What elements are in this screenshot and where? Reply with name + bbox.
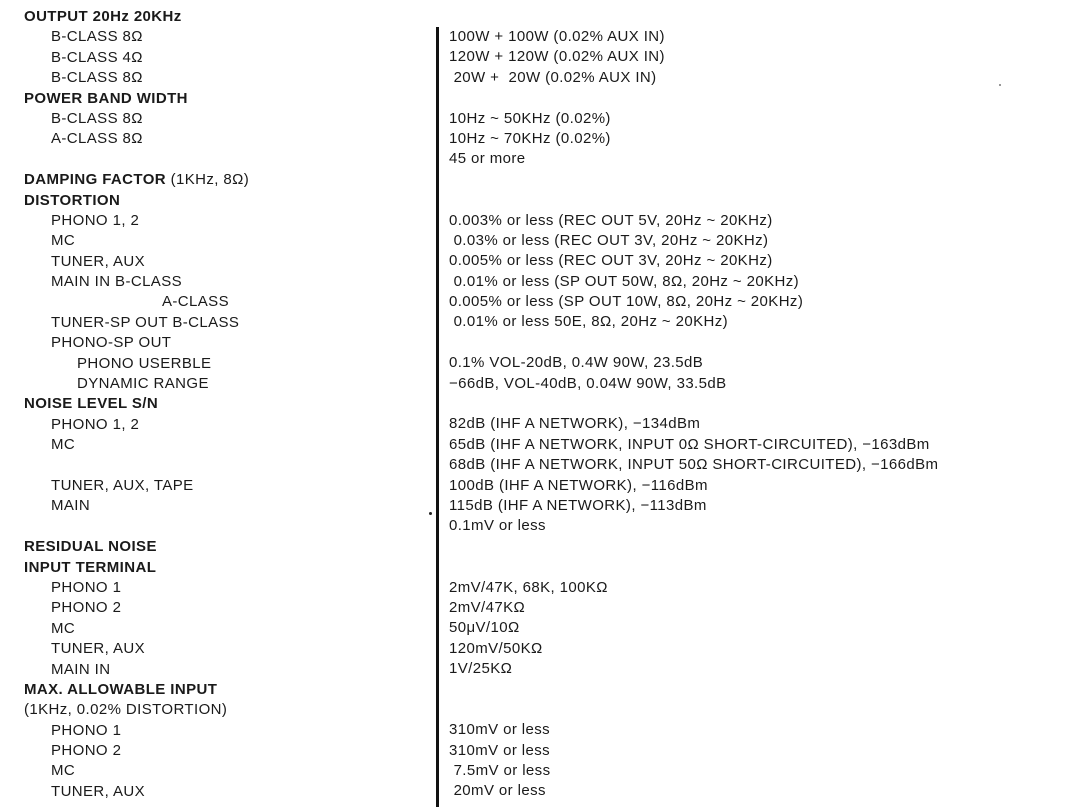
spec-label-text: TUNER-SP OUT B-CLASS [51,313,240,331]
spec-label-text: MC [51,762,76,780]
spec-label-text: B-CLASS 8Ω [51,109,143,127]
spec-label [24,313,424,333]
spec-label-text: PHONO USERBLE [77,354,212,372]
spec-value: 120W + 120W (0.02% AUX IN) [449,48,665,66]
spec-label [24,27,424,47]
spec-label-text: DYNAMIC RANGE [77,375,209,393]
spec-label-text: MAIN IN [51,660,111,678]
spec-value: 65dB (IHF A NETWORK, INPUT 0Ω SHORT-CIRCUITED), −163dBm [449,435,930,453]
spec-label [24,496,424,516]
spec-label [24,272,424,292]
spec-label [24,109,424,129]
spec-label [24,231,424,251]
spec-value: 100dB (IHF A NETWORK), −116dBm [449,476,708,494]
spec-label-text: NOISE LEVEL S/N [24,395,159,413]
spec-section-heading [24,170,424,190]
spacer-row [449,680,1079,700]
spec-values-column [449,27,1079,802]
spec-label [24,578,424,598]
spec-label [24,598,424,618]
spec-section-heading [24,558,424,578]
spec-section-heading [24,680,424,700]
spacer-row [449,537,1079,557]
spec-label-text: TUNER, AUX [51,640,146,658]
spec-label-note: (1KHz, 8Ω) [166,171,250,189]
spacer-row [24,456,424,476]
spacer-row [449,700,1079,720]
spec-label-text: DISTORTION [24,191,121,209]
spec-value: 82dB (IHF A NETWORK), −134dBm [449,415,701,433]
spec-value: 20mV or less [449,782,546,800]
spec-value: 0.03% or less (REC OUT 3V, 20Hz ~ 20KHz) [449,231,769,249]
spec-label-text: OUTPUT 20Hz 20KHz [24,8,182,25]
spec-label [24,721,424,741]
spec-label [24,48,424,68]
spec-value: 0.003% or less (REC OUT 5V, 20Hz ~ 20KHz) [449,211,773,229]
spec-label-text: DAMPING FACTOR [24,171,166,189]
spec-label-text: MAIN [51,497,91,515]
spacer-row [449,190,1079,210]
spec-label [24,435,424,455]
spec-label-text: POWER BAND WIDTH [24,89,188,107]
spec-label [24,782,424,802]
column-divider [436,27,439,807]
spacer-row [24,517,424,537]
spec-label [24,292,424,312]
spec-section-heading [24,191,424,211]
spec-value: 50μV/10Ω [449,619,520,637]
spec-label-text: A-CLASS 8Ω [51,130,143,148]
spec-value: 2mV/47K, 68K, 100KΩ [449,578,608,596]
spec-label-text: MAIN IN B-CLASS [51,273,183,291]
spec-value: 100W + 100W (0.02% AUX IN) [449,28,665,45]
spec-label [24,761,424,781]
spec-value: 120mV/50KΩ [449,639,543,657]
spec-label-text: TUNER, AUX, TAPE [51,476,194,494]
spec-label [24,252,424,272]
spec-value: 0.005% or less (SP OUT 10W, 8Ω, 20Hz ~ 20KHz) [449,293,804,311]
spec-value: 0.005% or less (REC OUT 3V, 20Hz ~ 20KHz) [449,252,773,270]
spec-label [24,660,424,680]
spec-label-text: PHONO 1 [51,578,122,596]
spec-label-text: TUNER, AUX [51,782,146,800]
spec-value: 310mV or less [449,741,551,759]
spec-value: 115dB (IHF A NETWORK), −113dBm [449,496,707,514]
spec-label [24,619,424,639]
spec-label-text: PHONO 1, 2 [51,211,140,229]
spec-label-text: PHONO-SP OUT [51,334,172,352]
spec-value: 10Hz ~ 70KHz (0.02%) [449,129,611,147]
spec-label [24,68,424,88]
spacer-row [449,333,1079,353]
spec-label-text: TUNER, AUX [51,252,146,270]
spec-label-text: A-CLASS [162,293,229,311]
spec-value: 7.5mV or less [449,762,551,780]
spec-label [24,700,424,720]
spec-label [24,476,424,496]
spec-value: 0.01% or less (SP OUT 50W, 8Ω, 20Hz ~ 20KHz) [449,272,800,290]
spacer-row [449,557,1079,577]
spec-value: 0.1mV or less [449,517,546,535]
spacer-row [449,394,1079,414]
spec-label-text: B-CLASS 8Ω [51,69,143,87]
spec-label [24,639,424,659]
spec-section-heading [24,537,424,557]
spec-value: 310mV or less [449,721,551,739]
spec-value: 20W + 20W (0.02% AUX IN) [449,68,657,86]
spec-labels-column [24,7,424,802]
spec-label-text: PHONO 1 [51,721,122,739]
spec-label-text: MAX. ALLOWABLE INPUT [24,680,218,698]
spec-value: −66dB, VOL-40dB, 0.04W 90W, 33.5dB [449,374,727,392]
spec-label-text: B-CLASS 8Ω [51,28,143,46]
spec-label [24,333,424,353]
spec-value: 68dB (IHF A NETWORK, INPUT 50Ω SHORT-CIRCUITED), −166dBm [449,456,939,474]
spec-label-text: INPUT TERMINAL [24,558,157,576]
spec-value: 1V/25KΩ [449,660,513,678]
spec-value: 0.1% VOL-20dB, 0.4W 90W, 23.5dB [449,354,704,372]
spec-value: 2mV/47KΩ [449,598,526,616]
spec-label-text: (1KHz, 0.02% DISTORTION) [24,701,228,719]
spec-label-text: PHONO 2 [51,742,122,760]
spec-label-text: MC [51,619,76,637]
spacer-row [449,170,1079,190]
spec-label-text: MC [51,436,76,454]
spec-label [24,741,424,761]
spacer-row [24,150,424,170]
spec-label [24,129,424,149]
spec-label [24,211,424,231]
spec-label [24,374,424,394]
spec-label-text: PHONO 2 [51,599,122,617]
spec-label [24,354,424,374]
spec-label-text: B-CLASS 4Ω [51,48,143,66]
spec-label-text: RESIDUAL NOISE [24,538,157,556]
spec-section-heading [24,394,424,414]
spec-value: 10Hz ~ 50KHz (0.02%) [449,109,611,127]
spec-value: 0.01% or less 50E, 8Ω, 20Hz ~ 20KHz) [449,313,729,331]
spec-label-text: PHONO 1, 2 [51,415,140,433]
spec-section-heading [24,89,424,109]
spec-label-text: MC [51,232,76,250]
scan-speck [429,512,432,515]
spec-label [24,415,424,435]
spacer-row [449,88,1079,108]
spec-value: 45 or more [449,150,526,168]
spec-section-heading [24,7,424,27]
